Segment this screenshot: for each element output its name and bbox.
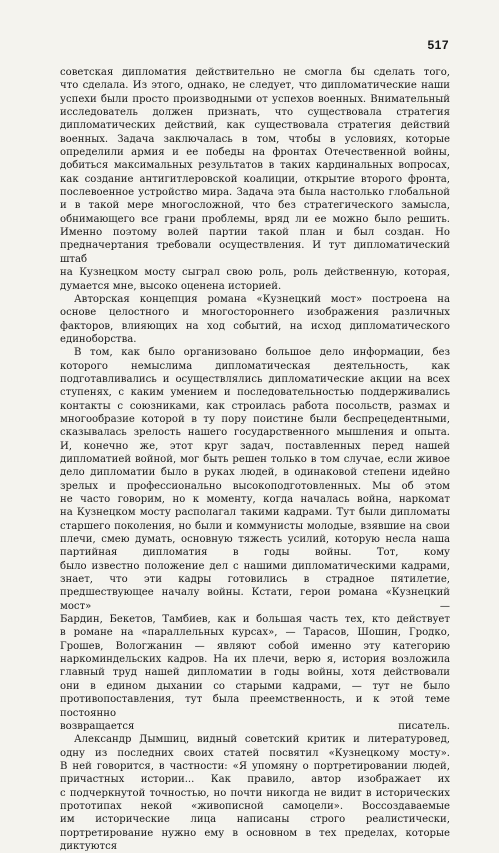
text-line: как создание антигитлеровской коалиции, открытие второго фронта,: [60, 173, 450, 185]
text-line: в романе на «параллельных курсах», — Тарасов, Шошин, Гродко,: [60, 627, 450, 639]
text-line: главный труд нашей дипломатии в годы войны, хотя действовали: [60, 667, 450, 679]
paragraph-4: [60, 733, 450, 853]
text-line: И, конечно же, этот круг задач, поставленных перед нашей дипломатией войной, мог быть решен только в том случае, если живое: [60, 440, 450, 465]
text-line: не часто говорим, но к моменту, когда началась война, наркомат: [60, 494, 450, 505]
page-number: 517: [427, 38, 449, 52]
text-line: дело дипломатии было в руках людей, в одинаковой степени идейно зрелых и профессионально высокоподготовленных. Мы об этом: [60, 467, 450, 492]
text-line: возвращается писатель.: [60, 720, 450, 732]
text-line: они в едином дыхании со старыми кадрами, — тут не было противопоставления, тут была преемственность, и к этой теме постоянно: [60, 680, 450, 719]
paragraph-1: [60, 66, 450, 293]
text-line: одну из последних своих статей посвятил «Кузнецкому мосту».: [60, 747, 450, 759]
text-line: что сделала. Из этого, однако, не следует, что дипломатические наши: [60, 80, 450, 92]
body-text: [60, 66, 450, 853]
text-line: послевоенное устройство мира. Задача эта была настолько глобальной и в такой мере многосложной, что без стратегического замысла,: [60, 187, 450, 212]
text-line: обнимающего все грани проблемы, вряд ли ее можно было решить.: [60, 213, 450, 225]
text-line: было известно положение дел с нашими дипломатическими кадрами, знает, что эти кадры готовились в страдное пятилетие, предшествующее началу войны. Кстати, герои романа «Кузнецкий мост» —: [60, 560, 450, 612]
text-line: которого немыслима дипломатическая деятельность, как подготавливались и осуществлялись дипломатические акции на всех ступенях, с каким умением и последовательностью поддерживались контакты с союзниками, как строилась работа посольств, размах и: [60, 360, 450, 412]
text-line: Бардин, Бекетов, Тамбиев, как и большая часть тех, кто действует: [60, 614, 450, 626]
text-line: советская дипломатия действительно не смогла бы сделать того,: [60, 67, 450, 78]
text-line: на Кузнецком мосту располагал такими кадрами. Тут были дипломаты старшего поколения, но были и коммунисты молодые, взявшие на свои плечи, смею думать, основную тяжесть усилий, которую несла наша партийная дипломатия в годы войны. Тот, кому: [60, 507, 450, 559]
paragraph-2: [60, 293, 450, 346]
text-line: Грошев, Вологжанин — являют собой именно эту категорию наркоминдельских кадров. На их плечи, верю я, история возложила: [60, 640, 450, 666]
text-line: В том, как было организовано большое дело информации, без: [74, 347, 450, 359]
text-line: дипломатических действий, как существовала стратегия действий: [60, 120, 450, 132]
text-line: на Кузнецком мосту сыграл свою роль, роль действенную, которая,: [60, 267, 450, 279]
text-line: с подчеркнутой точностью, но почти никогда не видит в исторических прототипах некой «живописной самоцели». Воссоздаваемые: [60, 787, 450, 812]
text-line: военных. Задача заключалась в том, чтобы в условиях, которые определили армия и ее победы на фронтах Отечественной войны, добиться максимальных результатов в таких кардинальных вопросах,: [60, 133, 450, 172]
paragraph-3: [60, 346, 450, 733]
text-line: основе целостного и многостороннего изображения различных факторов, влияющих на ход событий, на исход дипломатического единоборства.: [60, 307, 450, 345]
text-line: успехи были просто производными от успехов военных. Внимательный исследователь должен признать, что существовала стратегия: [60, 93, 450, 119]
text-line: сказывалась зрелость нашего государственного мышления и опыта.: [60, 427, 450, 439]
text-line: думается мне, высоко оценена историей.: [60, 280, 282, 292]
text-line: Александр Дымшиц, видный советский критик и литературовед,: [74, 734, 450, 746]
text-line: Именно поэтому волей партии такой план и был создан. Но предначертания требовали осуществления. И тут дипломатический штаб: [60, 227, 450, 265]
text-line: Авторская концепция романа «Кузнецкий мост» построена на: [74, 293, 450, 305]
text-line: многообразие которой в ту пору поистине были беспрецедентными,: [60, 413, 450, 425]
text-line: им исторические лица написаны строго реалистически, портретирование нужно ему в основном в тех пределах, которые диктуются: [60, 814, 450, 852]
text-line: В ней говорится, в частности: «Я упомяну о портретировании людей, причастных истории... Как правило, автор изображает их: [60, 760, 450, 786]
